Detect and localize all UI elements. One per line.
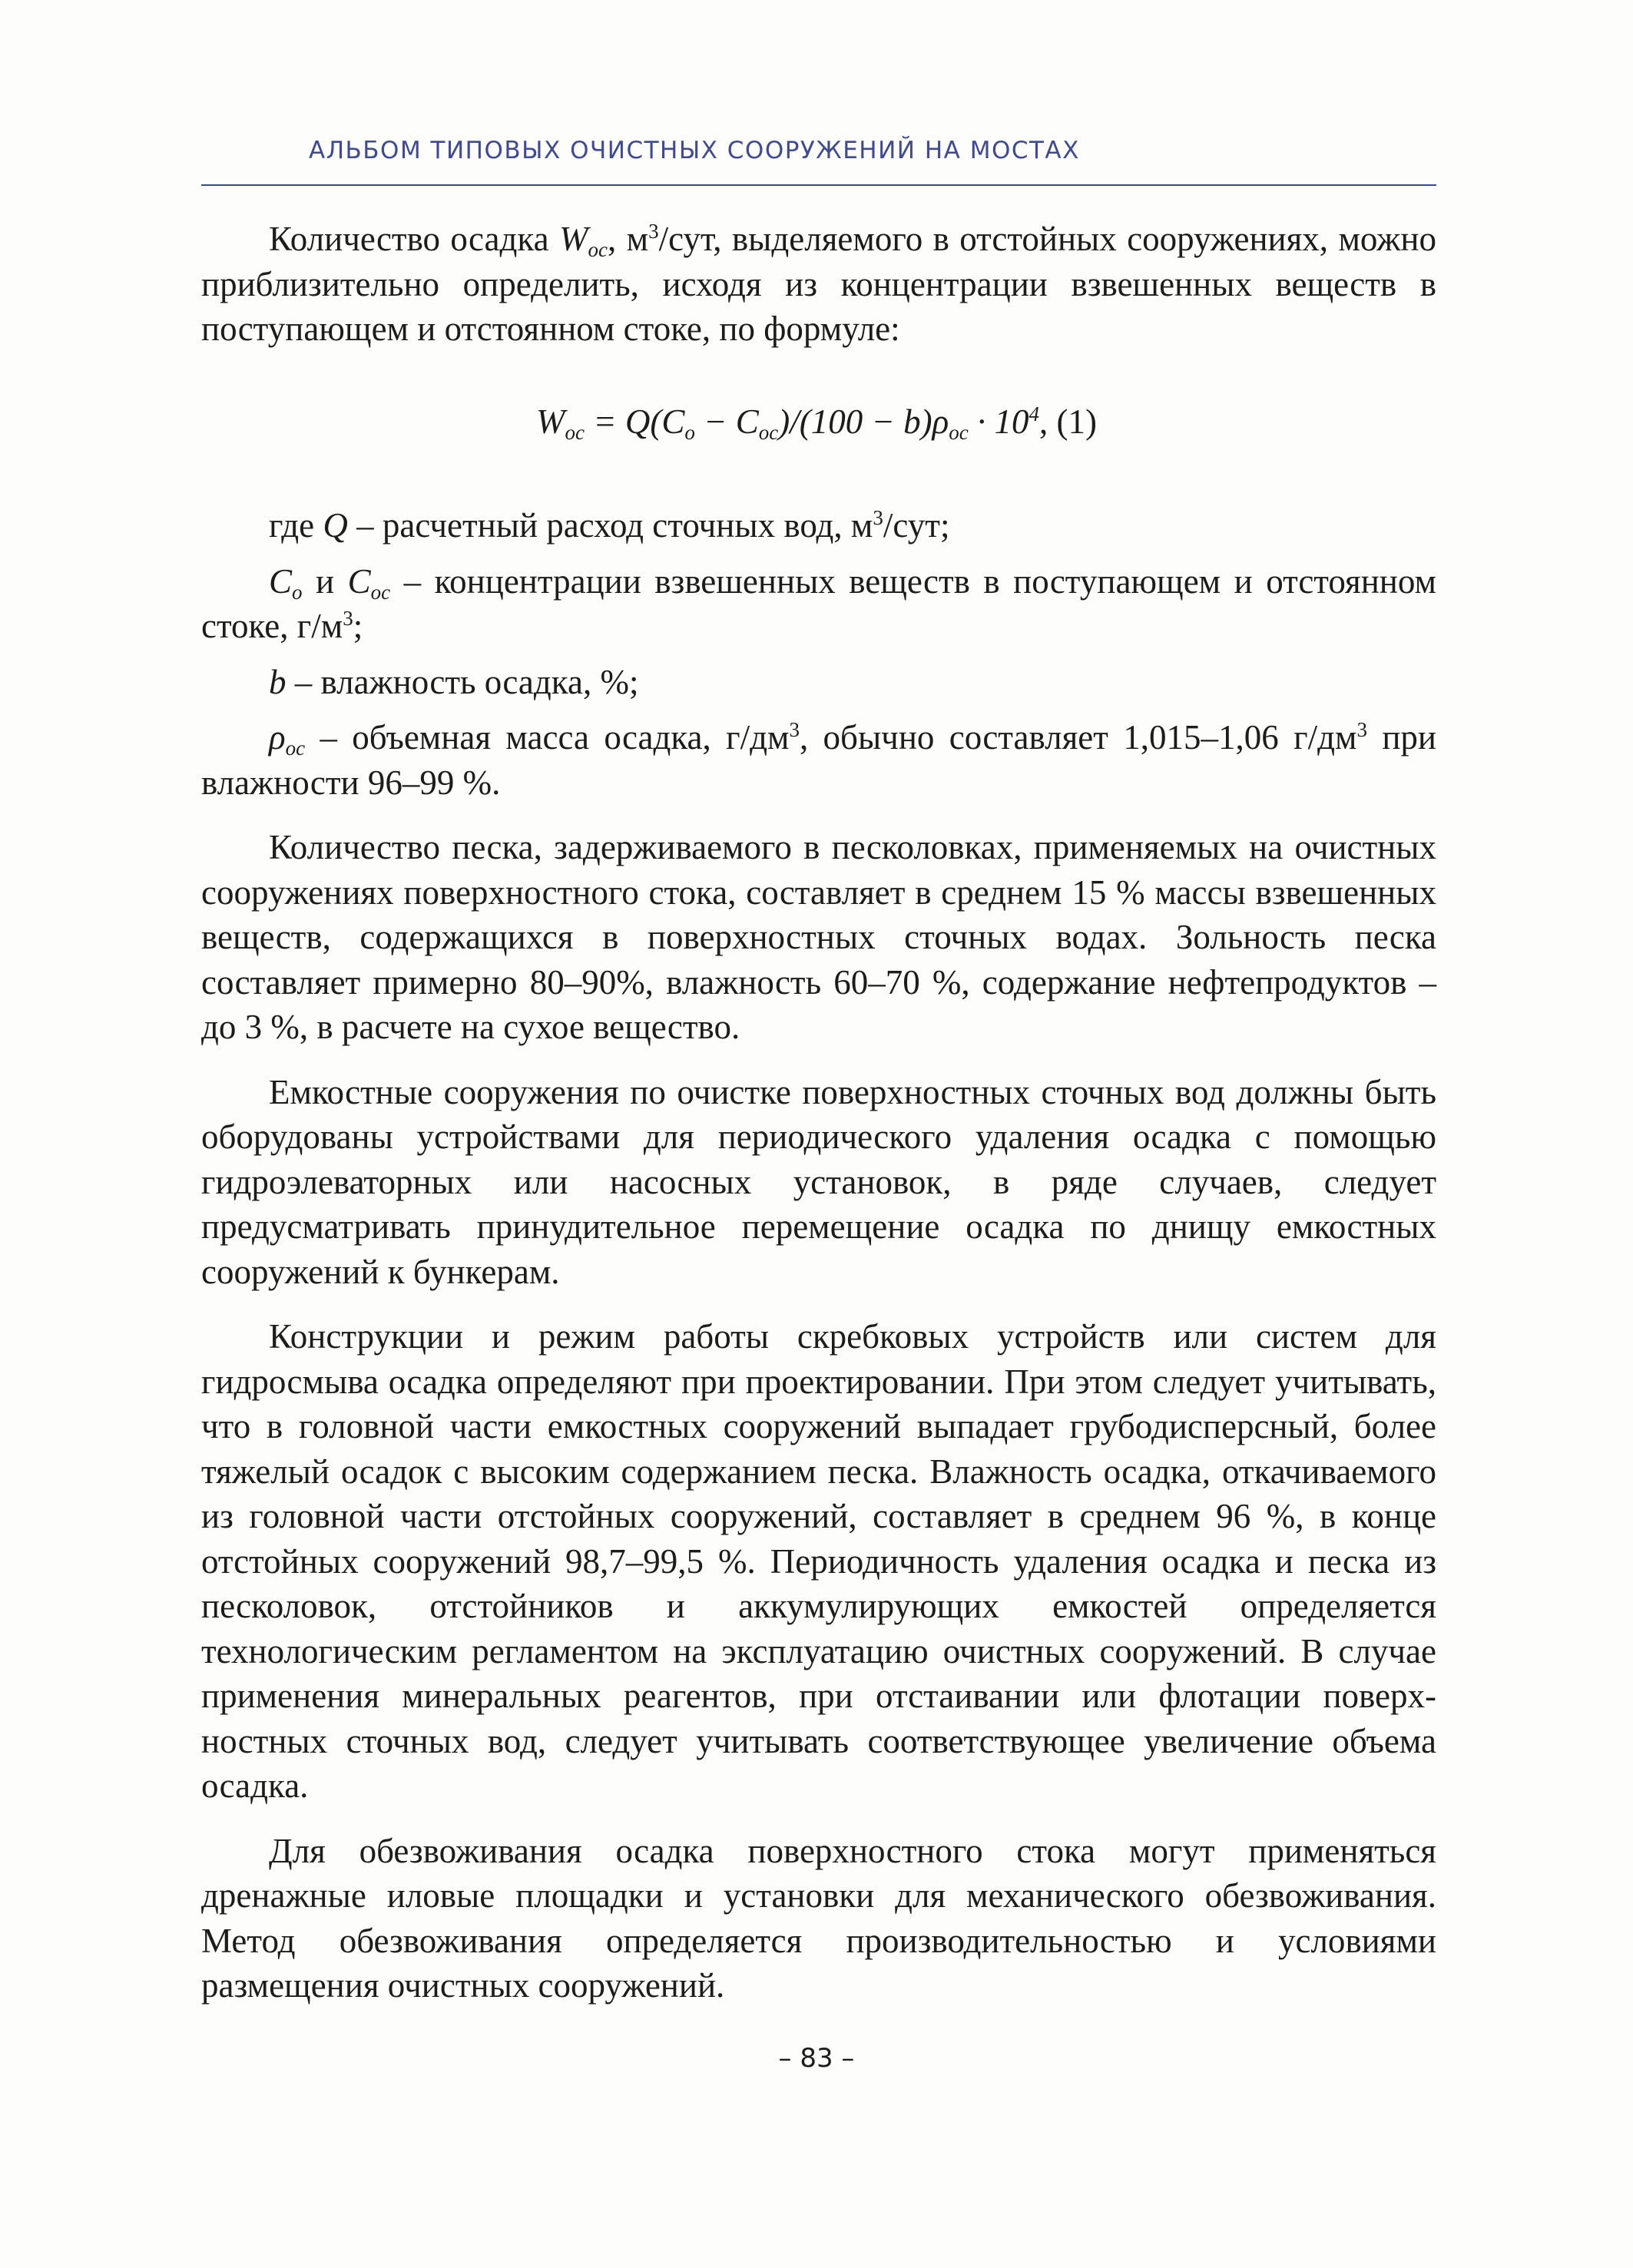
- page-number: – 83 –: [778, 2043, 855, 2074]
- def-c-and: и: [302, 561, 348, 601]
- formula-w-sub: ос: [565, 421, 585, 444]
- def-q-where: где: [269, 506, 323, 545]
- intro-text-3: /сут, выделяемого в отстойных сооружениях, можно приблизительно определить, исходя из концентрации взвешенных веществ в поступающем и отстоянном стоке, по формуле:: [201, 220, 1436, 348]
- var-w: W: [558, 220, 588, 258]
- definition-c: [201, 559, 1436, 649]
- intro-block: [201, 217, 1436, 372]
- def-q-text: – расчетный расход сточных вод, м: [347, 506, 873, 545]
- def-rho-symbol: ρ: [269, 718, 286, 757]
- formula-times: · 10: [968, 402, 1029, 441]
- formula-rho-sub: ос: [949, 421, 969, 444]
- intro-paragraph: [201, 217, 1436, 352]
- formula-minus-c: − C: [694, 402, 759, 441]
- def-rho-text: – объемная масса осадка, г/дм: [305, 718, 790, 757]
- definition-q: [201, 503, 1436, 548]
- def-b-symbol: b: [269, 662, 287, 701]
- definition-rho: [201, 715, 1436, 805]
- formula-number: , (1): [1038, 402, 1097, 441]
- def-coc-sub: ос: [370, 580, 391, 604]
- intro-text-1: Количество осадка: [269, 220, 559, 258]
- def-c-sup: 3: [343, 607, 353, 630]
- running-title: АЛЬБОМ ТИПОВЫХ ОЧИСТНЫХ СООРУЖЕНИЙ НА МОСТАХ: [309, 137, 1080, 164]
- definition-b: [201, 660, 1436, 705]
- formula-1: [0, 399, 1633, 444]
- def-rho-sup: 3: [789, 718, 800, 741]
- def-rho-sub: ос: [285, 737, 306, 760]
- def-rho-sup2: 3: [1356, 718, 1367, 741]
- def-coc-symbol: C: [347, 561, 371, 601]
- paragraph-tanks: Емкостные сооружения по очистке поверхностных сточных вод должны быть оборудованы устройствами для периодического удаления осадка с помощью гидроэлеваторных или насосных установок, в ряде случаев, следует предусматривать принудительное перемещение осадка по днищу емкостных сооружений к бункерам.: [201, 1072, 1436, 1291]
- def-rho-text3: при влажности 96–99 %.: [201, 718, 1436, 802]
- def-c0-sub: о: [292, 580, 303, 604]
- def-b-text: – влажность осадка, %;: [286, 662, 639, 701]
- header-rule: [201, 184, 1436, 186]
- def-c-text: – концентрации взвешенных веществ в поступающем и отстоянном стоке, г/м: [201, 561, 1436, 645]
- def-q-text2: /сут;: [883, 506, 950, 545]
- def-q-sup: 3: [873, 506, 883, 529]
- def-c0-symbol: C: [269, 561, 293, 601]
- def-q-symbol: Q: [323, 506, 348, 545]
- def-c-text2: ;: [353, 607, 363, 645]
- var-w-subscript: ос: [588, 238, 608, 261]
- unit-superscript: 3: [648, 220, 659, 243]
- formula-eq-q: = Q(C: [585, 402, 685, 441]
- paragraph-dewatering: Для обезвоживания осадка поверхностного стока могут применяться дренажные иловые площадки и установки для механического обезвоживания. Метод обезвоживания определяется производительностью и условиями размещения очистных сооружений.: [201, 1831, 1436, 2005]
- formula-c0-sub: о: [684, 421, 695, 444]
- formula-w: W: [536, 402, 565, 441]
- formula-coc-sub: ос: [758, 421, 779, 444]
- formula-power: 4: [1028, 402, 1039, 425]
- main-text: [201, 503, 1436, 2028]
- intro-text-2: , м: [607, 220, 649, 258]
- paragraph-sand: Количество песка, задерживаемого в песколовках, применяемых на очистных сооружениях поверхностного стока, составляет в среднем 15 % массы взвешенных веществ, содержащихся в поверхностных сточных водах. Зольность песка составляет примерно 80–90%, влажность 60–70 %, содержание нефтепродуктов – до 3 %, в расчете на сухое вещество.: [201, 828, 1436, 1046]
- formula-tail: )/(100 − b)ρ: [778, 402, 949, 441]
- paragraph-scrapers: Конструкции и режим работы скребковых устройств или систем для гидросмыва осадка определяют при проектировании. При этом следует учитывать, что в головной части емкостных сооружений выпадает грубодисперсный, более тяжелый осадок с высоким содержанием песка. Влажность осадка, откачиваемого из головной части отстойных сооружений, составляет в среднем 96 %, в конце отстойных сооружений 98,7–99,5 %. Периодичность удаления осадка и песка из песколовок, отстойников и аккумулирующих емкостей определяется технологическим регламентом на эксплуатацию очистных сооружений. В случае применения минеральных реагентов, при отстаивании или флотации поверхностных сточных вод, следует учитывать соответствующее увеличение объема осадка.: [201, 1317, 1436, 1805]
- def-rho-text2: , обычно составляет 1,015–1,06 г/дм: [799, 718, 1357, 757]
